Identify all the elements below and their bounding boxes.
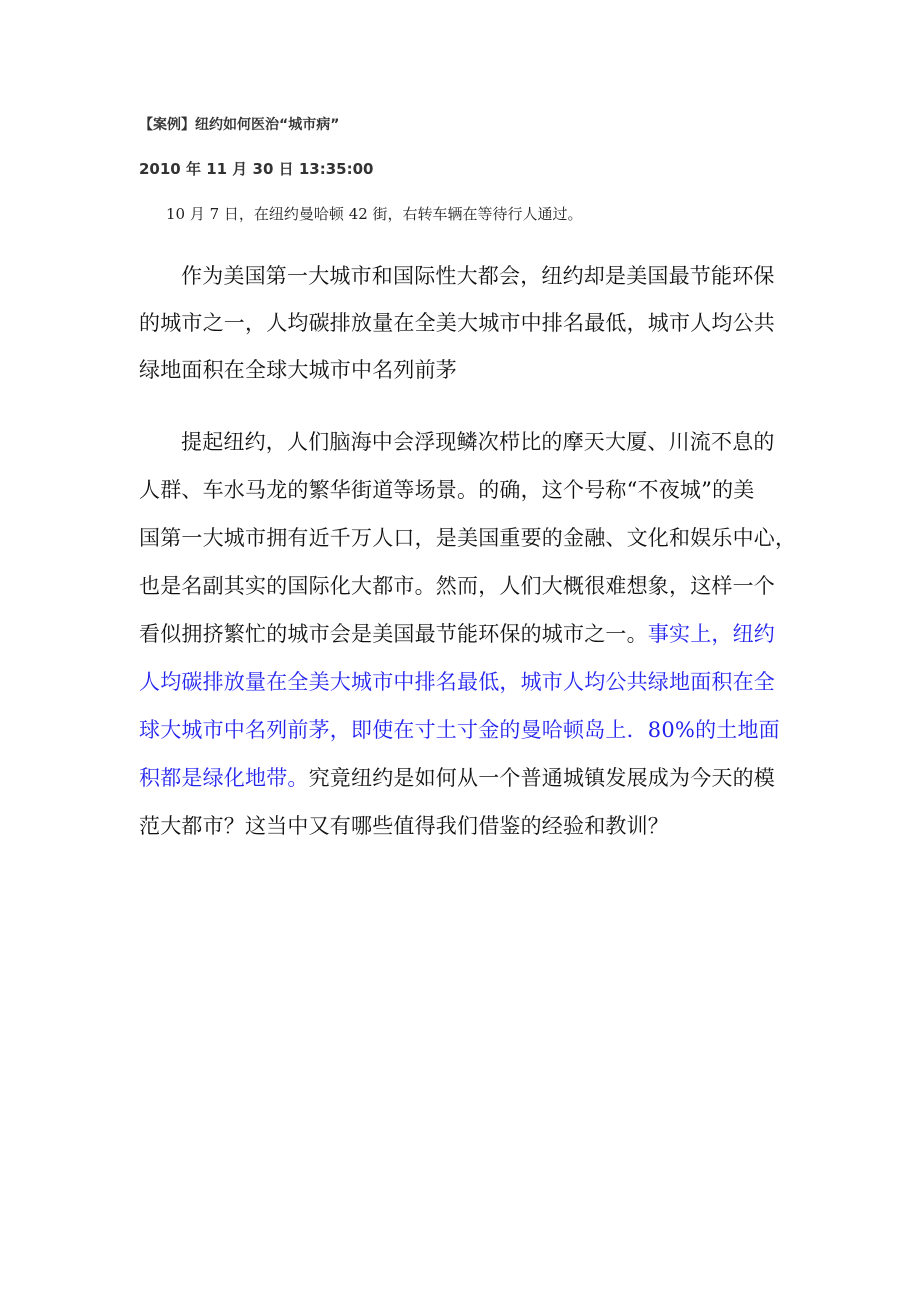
- paragraph-line: 人群、车水马龙的繁华街道等场景。的确，这个号称“不夜城”的美: [139, 478, 755, 502]
- paragraph-line: 绿地面积在全球大城市中名列前茅: [139, 358, 457, 382]
- paragraph-line: 也是名副其实的国际化大都市。然而，人们大概很难想象，这样一个: [139, 574, 775, 598]
- paragraph-line: 的城市之一，人均碳排放量在全美大城市中排名最低，城市人均公共: [139, 311, 775, 335]
- paragraph-line: 范大都市？这当中又有哪些值得我们借鉴的经验和教训？: [139, 814, 669, 838]
- paragraph-body: [139, 418, 797, 850]
- paragraph-line: 作为美国第一大城市和国际性大都会，纽约却是美国最节能环保: [181, 264, 775, 288]
- paragraph-line: 提起纽约，人们脑海中会浮现鳞次栉比的摩天大厦、川流不息的: [181, 430, 775, 454]
- article-date: 2010 年 11 月 30 日 13:35:00: [139, 160, 374, 178]
- paragraph-line: 国第一大城市拥有近千万人口，是美国重要的金融、文化和娱乐中心，: [139, 526, 797, 550]
- paragraph-line: 看似拥挤繁忙的城市会是美国最节能环保的城市之一。事实上，纽约: [139, 622, 776, 646]
- paragraph-line: 积都是绿化地带。究竟纽约是如何从一个普通城镇发展成为今天的模: [139, 766, 776, 790]
- highlighted-text: 人均碳排放量在全美大城市中排名最低，城市人均公共绿地面积在全: [139, 670, 775, 694]
- highlighted-text: 球大城市中名列前茅，即使在寸土寸金的曼哈顿岛上．80%的土地面: [139, 718, 780, 742]
- highlighted-text: 事实上，纽约: [647, 622, 776, 646]
- highlighted-text: 积都是绿化地带。: [139, 766, 309, 790]
- paragraph-intro: [139, 253, 789, 394]
- article-title: 【案例】纽约如何医治“城市病”: [139, 117, 340, 133]
- photo-caption: 10 月 7 日，在纽约曼哈顿 42 街，右转车辆在等待行人通过。: [166, 205, 583, 223]
